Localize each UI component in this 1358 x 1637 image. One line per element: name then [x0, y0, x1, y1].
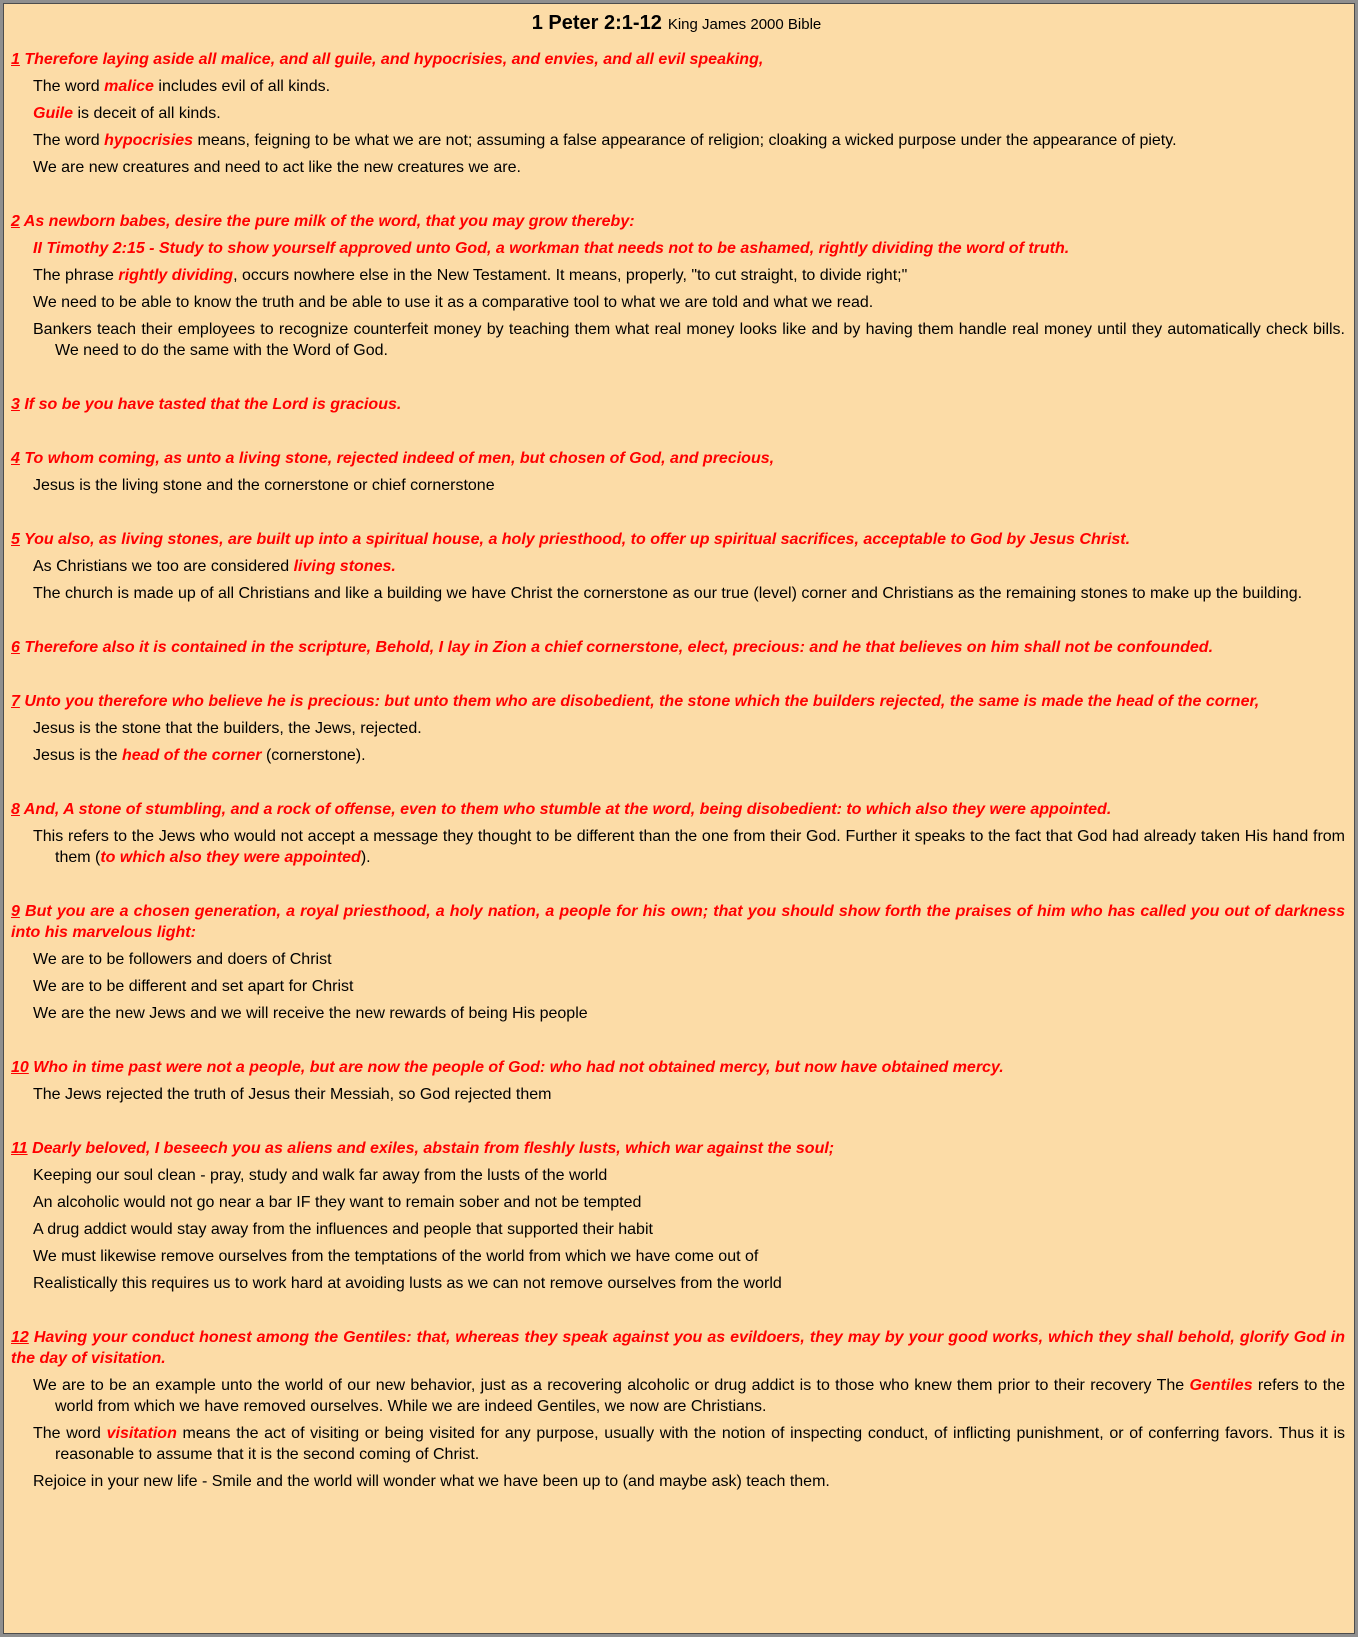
commentary-note [33, 1246, 1345, 1267]
commentary-note [33, 1471, 1345, 1492]
verse-text: As newborn babes, desire the pure milk of the word, that you may grow thereby: [23, 213, 635, 230]
note-text: Realistically this requires us to work hard at avoiding lusts as we can not remove ourselves from the world [33, 1275, 782, 1292]
note-text: Jesus is the stone that the builders, the Jews, rejected. [33, 720, 422, 737]
note-text: Keeping our soul clean - pray, study and walk far away from the lusts of the world [33, 1167, 608, 1184]
commentary-note [33, 265, 1345, 286]
highlighted-term: Gentiles [1189, 1377, 1253, 1394]
title-passage: 1 Peter 2:1-12 [531, 12, 662, 34]
note-text: As Christians we too are considered [33, 558, 294, 575]
note-text: is deceit of all kinds. [73, 105, 221, 122]
note-text: The phrase [33, 267, 119, 284]
note-text: The word [33, 1425, 107, 1442]
highlighted-term: hypocrisies [104, 132, 194, 149]
commentary-note [33, 745, 1345, 766]
note-text: refers to the world from which we have removed ourselves. While we are indeed Gentiles, we now are Christians. [55, 1377, 1345, 1415]
note-text: We are to be followers and doers of Christ [33, 951, 332, 968]
commentary-note [33, 1219, 1345, 1240]
commentary-note [33, 1165, 1345, 1186]
verse-text: Therefore also it is contained in the scripture, Behold, I lay in Zion a chief cornerstone, elect, precious: and he that believes on him shall not be confounded. [24, 639, 1214, 656]
highlighted-term: II Timothy 2:15 - Study to show yourself approved unto God, a workman that needs not to be ashamed, rightly dividing the word of truth. [33, 240, 1070, 257]
verse-section-12 [8, 1327, 1345, 1492]
highlighted-term: malice [104, 78, 154, 95]
study-notes-body [8, 49, 1345, 1492]
verse-number-link[interactable]: 11 [11, 1140, 28, 1157]
verse-paragraph [11, 448, 1345, 469]
commentary-note [33, 1375, 1345, 1417]
note-text: means, feigning to be what we are not; assuming a false appearance of religion; cloaking a wicked purpose under the appearance of piety. [193, 132, 1177, 149]
verse-text: If so be you have tasted that the Lord is gracious. [24, 396, 402, 413]
verse-paragraph [11, 1138, 1345, 1159]
title-translation: King James 2000 Bible [667, 16, 822, 33]
verse-paragraph [11, 901, 1345, 943]
commentary-note [33, 949, 1345, 970]
verse-section-3 [8, 394, 1345, 415]
note-text: ). [360, 849, 371, 866]
verse-number-link[interactable]: 1 [11, 51, 20, 68]
verse-number-link[interactable]: 8 [11, 801, 20, 818]
verse-section-4 [8, 448, 1345, 496]
commentary-note [33, 292, 1345, 313]
verse-text: Dearly beloved, I beseech you as aliens and exiles, abstain from fleshly lusts, which war against the soul; [32, 1140, 835, 1157]
commentary-note [33, 130, 1345, 151]
verse-section-2 [8, 211, 1345, 361]
note-text: An alcoholic would not go near a bar IF they want to remain sober and not be tempted [33, 1194, 642, 1211]
verse-text: But you are a chosen generation, a royal priesthood, a holy nation, a people for his own; that you should show forth the praises of him who has called you out of darkness into his marvelous light: [11, 903, 1345, 941]
verse-text: Unto you therefore who believe he is precious: but unto them who are disobedient, the stone which the builders rejected, the same is made the head of the corner, [24, 693, 1260, 710]
verse-section-1 [8, 49, 1345, 178]
verse-number-link[interactable]: 10 [11, 1059, 29, 1076]
commentary-note [33, 76, 1345, 97]
page-title [8, 11, 1345, 37]
verse-text: To whom coming, as unto a living stone, rejected indeed of men, but chosen of God, and precious, [24, 450, 775, 467]
commentary-note [33, 583, 1345, 604]
verse-text: Having your conduct honest among the Gentiles: that, whereas they speak against you as evildoers, they may by your good works, which they shall behold, glorify God in the day of visitation. [11, 1329, 1345, 1367]
verse-number-link[interactable]: 9 [11, 903, 20, 920]
verse-text: You also, as living stones, are built up into a spiritual house, a holy priesthood, to offer up spiritual sacrifices, acceptable to God by Jesus Christ. [24, 531, 1131, 548]
verse-number-link[interactable]: 5 [11, 531, 20, 548]
verse-paragraph [11, 211, 1345, 232]
note-text: This refers to the Jews who would not accept a message they thought to be different than the one from their God. Further it speaks to the fact that God had already taken His hand from them ( [33, 828, 1345, 866]
note-text: The word [33, 78, 105, 95]
highlighted-term: visitation [106, 1425, 177, 1442]
verse-number-link[interactable]: 4 [11, 450, 20, 467]
commentary-note [33, 718, 1345, 739]
commentary-note [33, 157, 1345, 178]
verse-paragraph [11, 691, 1345, 712]
note-text: Rejoice in your new life - Smile and the world will wonder what we have been up to (and maybe ask) teach them. [33, 1473, 830, 1490]
verse-text: And, A stone of stumbling, and a rock of offense, even to them who stumble at the word, being disobedient: to which also they were appointed. [23, 801, 1112, 818]
verse-section-7 [8, 691, 1345, 766]
note-text: means the act of visiting or being visited for any purpose, usually with the notion of inspecting conduct, of inflicting punishment, or of conferring favors. Thus it is reasonable to assume that it is the second coming of Christ. [55, 1425, 1346, 1463]
verse-paragraph [11, 637, 1345, 658]
verse-paragraph [11, 49, 1345, 70]
verse-number-link[interactable]: 3 [11, 396, 20, 413]
verse-text: Therefore laying aside all malice, and all guile, and hypocrisies, and envies, and all evil speaking, [24, 51, 764, 68]
verse-number-link[interactable]: 6 [11, 639, 20, 656]
verse-paragraph [11, 1327, 1345, 1369]
note-text: (cornerstone). [261, 747, 366, 764]
note-text: We are to be an example unto the world of our new behavior, just as a recovering alcoholic or drug addict is to those who knew them prior to their recovery The [33, 1377, 1190, 1394]
commentary-note [33, 103, 1345, 124]
note-text: We are to be different and set apart for Christ [33, 978, 354, 995]
verse-section-11 [8, 1138, 1345, 1294]
commentary-note [33, 1273, 1345, 1294]
commentary-note [33, 976, 1345, 997]
verse-section-6 [8, 637, 1345, 658]
verse-text: Who in time past were not a people, but are now the people of God: who had not obtained mercy, but now have obtained mercy. [33, 1059, 1004, 1076]
verse-section-8 [8, 799, 1345, 868]
note-text: A drug addict would stay away from the influences and people that supported their habit [33, 1221, 653, 1238]
note-text: We are the new Jews and we will receive the new rewards of being His people [33, 1005, 588, 1022]
commentary-note [33, 826, 1345, 868]
note-text: includes evil of all kinds. [153, 78, 331, 95]
verse-paragraph [11, 1057, 1345, 1078]
verse-number-link[interactable]: 12 [11, 1329, 29, 1346]
verse-paragraph [11, 799, 1345, 820]
highlighted-term: living stones. [293, 558, 396, 575]
verse-paragraph [11, 394, 1345, 415]
highlighted-term: head of the corner [121, 747, 262, 764]
verse-number-link[interactable]: 7 [11, 693, 20, 710]
note-text: Bankers teach their employees to recognize counterfeit money by teaching them what real money looks like and by having them handle real money until they automatically check bills. We need to do the same with the Word of God. [33, 321, 1345, 359]
note-text: The church is made up of all Christians and like a building we have Christ the cornerstone as our true (level) corner and Christians as the remaining stones to make up the building. [33, 585, 1303, 602]
verse-section-5 [8, 529, 1345, 604]
commentary-note [33, 1192, 1345, 1213]
highlighted-term: to which also they were appointed [100, 849, 361, 866]
note-text: We need to be able to know the truth and be able to use it as a comparative tool to what we are told and what we read. [33, 294, 874, 311]
verse-section-9 [8, 901, 1345, 1024]
commentary-note [33, 1084, 1345, 1105]
note-text: Jesus is the [33, 747, 122, 764]
verse-paragraph [11, 529, 1345, 550]
note-text: We must likewise remove ourselves from the temptations of the world from which we have come out of [33, 1248, 759, 1265]
highlighted-term: rightly dividing [118, 267, 234, 284]
note-text: Jesus is the living stone and the cornerstone or chief cornerstone [33, 477, 495, 494]
commentary-note [33, 475, 1345, 496]
note-text: The Jews rejected the truth of Jesus their Messiah, so God rejected them [33, 1086, 552, 1103]
commentary-note [33, 319, 1345, 361]
commentary-note [33, 238, 1345, 259]
highlighted-term: Guile [33, 105, 74, 122]
commentary-note [33, 1003, 1345, 1024]
verse-number-link[interactable]: 2 [11, 213, 20, 230]
note-text: , occurs nowhere else in the New Testament. It means, properly, "to cut straight, to divide right;" [233, 267, 908, 284]
verse-section-10 [8, 1057, 1345, 1105]
commentary-note [33, 1423, 1346, 1465]
note-text: The word [33, 132, 105, 149]
commentary-note [33, 556, 1345, 577]
note-text: We are new creatures and need to act like the new creatures we are. [33, 159, 521, 176]
